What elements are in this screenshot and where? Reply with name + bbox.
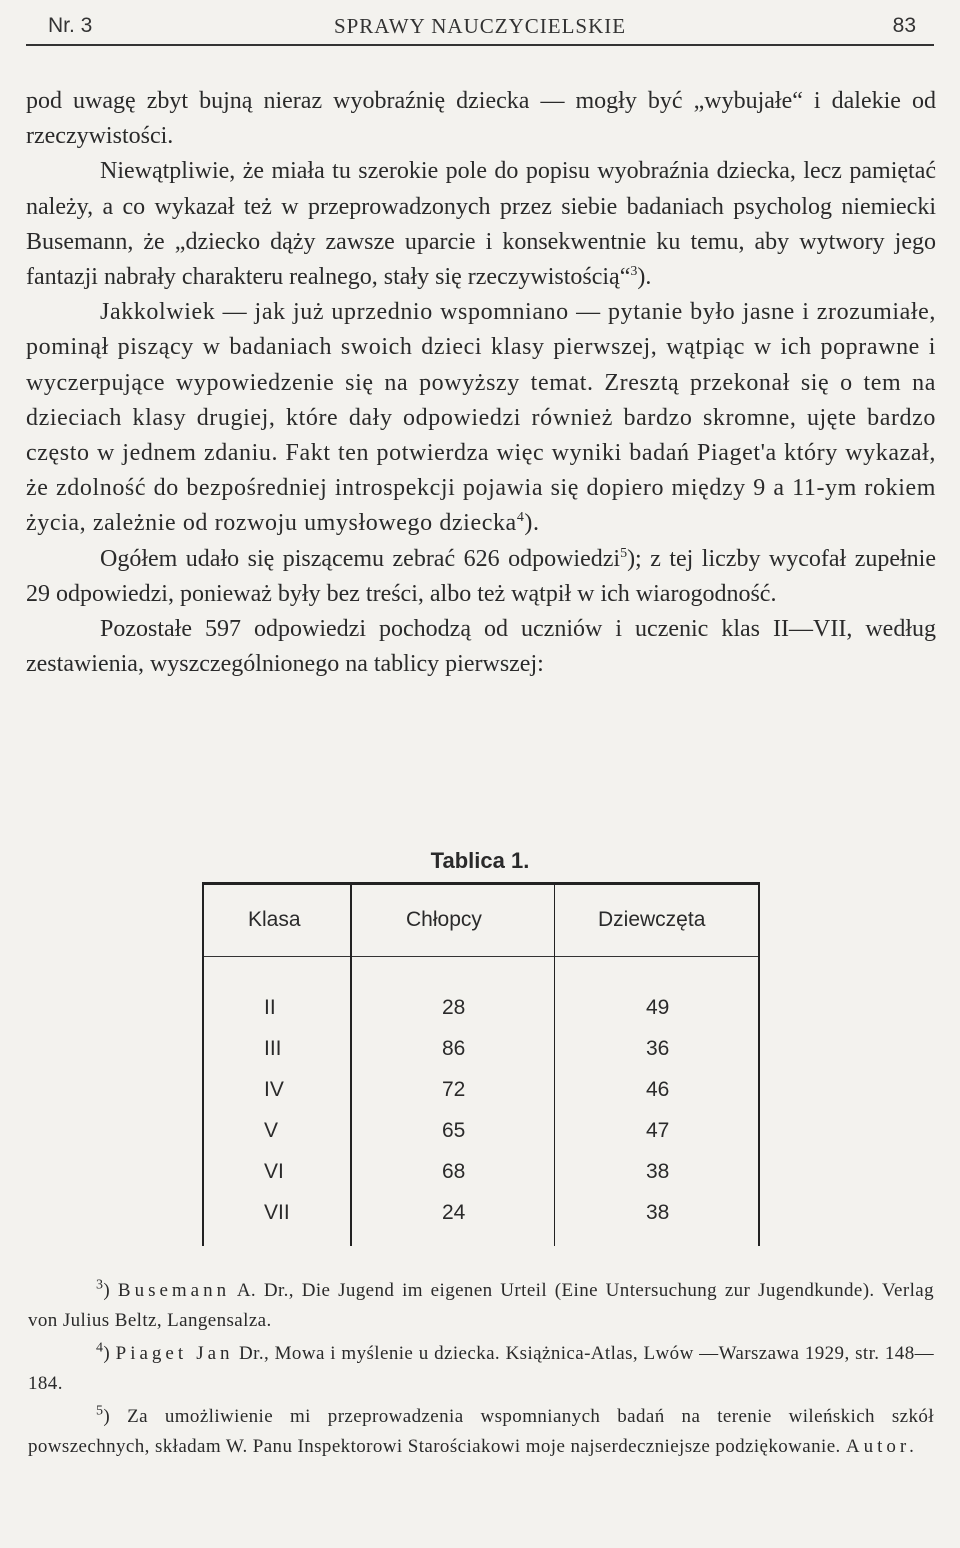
table-row: II 28 49 [264, 996, 670, 1019]
data-table [202, 882, 760, 1246]
issue-number: Nr. 3 [48, 14, 93, 37]
column-header-dziewczeta: Dziewczęta [598, 908, 706, 931]
table-top-rule [202, 882, 760, 885]
paragraph: Niewątpliwie, że miała tu szerokie pole do popisu wyobraźnia dziecka, lecz pamiętać należy, a co wykazał też w przeprowadzonych przez siebie badaniach psycholog niemiecki Busemann, że „dziecko dąży zawsze uparcie i konsekwentnie ku temu, aby wytwory jego fantazji nabrały charakteru realnego, stały się rzeczywistością“$^3$). [26, 158, 936, 291]
paragraph: Ogółem udało się piszącemu zebrać 626 odpowiedzi$^5$); z tej liczby wycofał zupełnie 29 odpowiedzi, ponieważ były bez treści, albo też wątpił w ich wiarogodność. [26, 545, 937, 607]
footnotes [28, 1276, 934, 1465]
article-body [26, 84, 936, 682]
table-title: Tablica 1. [430, 848, 530, 873]
table-row: VII 24 38 [264, 1201, 670, 1224]
paragraph: pod uwagę zbyt bujną nieraz wyobraźnię dziecka — mogły być „wybujałe“ i dalekie od rzeczywistości. [26, 88, 936, 150]
journal-title: SPRAWY NAUCZYCIELSKIE [333, 14, 627, 38]
paragraph: Pozostałe 597 odpowiedzi pochodzą od uczniów i uczenic klas II—VII, według zestawienia, wyszczególnionego na tablicy pierwszej: [26, 616, 936, 678]
table-row: VI 68 38 [264, 1160, 670, 1183]
table-row: V 65 47 [264, 1119, 670, 1142]
page-number: 83 [892, 14, 916, 37]
column-header-klasa: Klasa [248, 908, 301, 931]
footnote-ref: 5 [620, 545, 628, 561]
footnote: $^5$) Za umożliwienie mi przeprowadzenia wspomnianych badań na terenie wileńskich szkół powszechnych, składam W. Panu Inspektorowi Starościakowi moje najserdeczniejsze podziękowanie. Autor. [28, 1403, 934, 1457]
page-header [26, 10, 934, 46]
column-header-chlopcy: Chłopcy [406, 908, 482, 931]
paragraph: Jakkolwiek — jak już uprzednio wspomniano — pytanie było jasne i zrozumiałe, pominął piszący w badaniach swoich dzieci klasy pierwszej, wątpiąc w ich poprawne i wyczerpujące wypowiedzenie się na powyższy temat. Zresztą przekonał się o tem na dzieciach klasy drugiej, które dały odpowiedzi również bardzo skromne, ujęte bardzo często w jednem zdaniu. Fakt ten potwierdza więc wyniki badań Piaget'a który wykazał, że zdolność do bezpośredniej introspekcji pojawia się dopiero między 9 a 11-ym rokiem życia, zależnie od rozwoju umysłowego dziecka$^4$). [26, 299, 936, 537]
table-header-rule [202, 956, 760, 957]
table-row: III 86 36 [264, 1037, 670, 1060]
table-row: IV 72 46 [264, 1078, 670, 1101]
footnote: $^3$) Busemann A. Dr., Die Jugend im eigenen Urteil (Eine Untersuchung zur Jugendkunde). Verlag von Julius Beltz, Langensalza. [28, 1277, 934, 1331]
footnote-ref: 4 [516, 510, 525, 526]
footnote-ref: 3 [630, 264, 638, 280]
footnote: $^4$) Piaget Jan Dr., Mowa i myślenie u dziecka. Książnica-Atlas, Lwów —Warszawa 1929, str. 148—184. [28, 1340, 934, 1394]
